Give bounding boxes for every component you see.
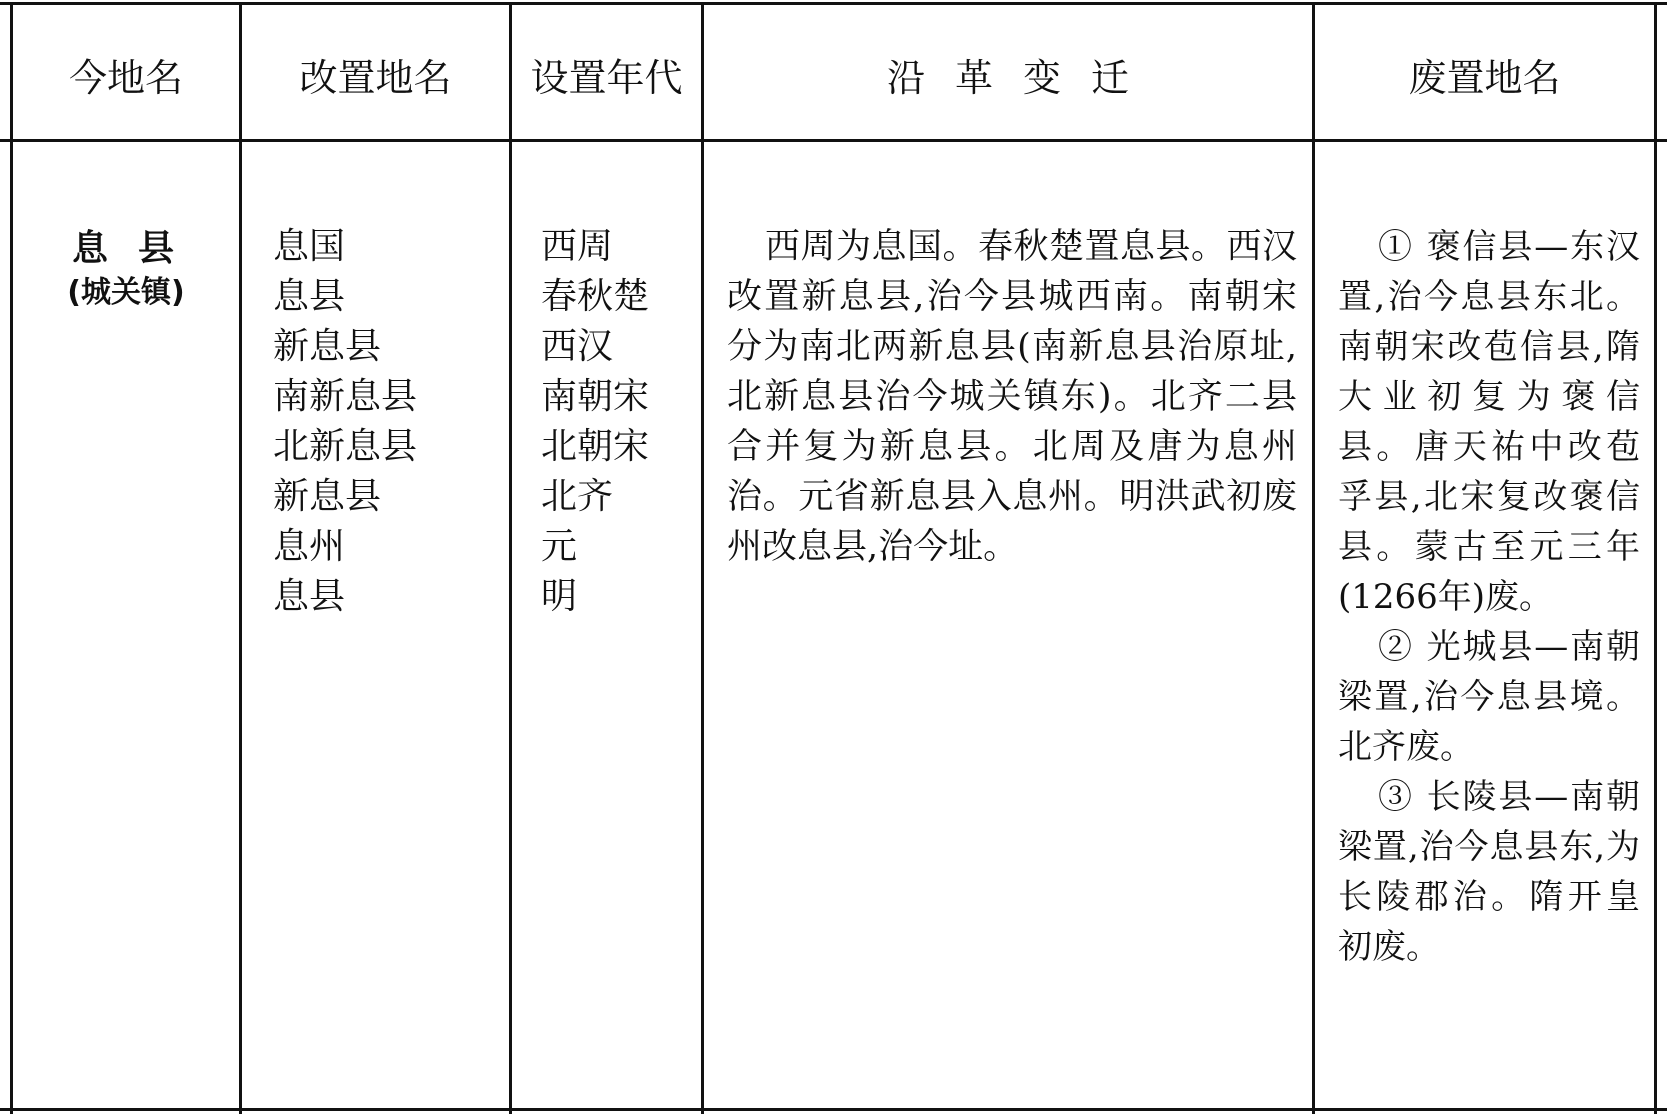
abolished-names-list xyxy=(1338,222,1640,972)
header-era: 设置年代 xyxy=(530,56,683,100)
header-evolution: 沿革变迁 xyxy=(886,56,1159,100)
modern-name-cell xyxy=(13,226,239,314)
era-item: 西周 xyxy=(541,226,614,267)
column-rule-0 xyxy=(10,2,13,1114)
renamed-name-item: 息县 xyxy=(273,576,346,617)
row-bottom-rule xyxy=(0,1108,1667,1111)
modern-name: 息县 xyxy=(71,228,204,269)
table-top-border xyxy=(0,2,1667,5)
renamed-name-item: 息县 xyxy=(273,276,346,317)
abolished-entry: ① 褒信县—东汉置,治今息县东北。南朝宋改苞信县,隋大业初复为褒信县。唐天祐中改苞孚县,北宋复改褒信县。蒙古至元三年(1266年)废。 xyxy=(1338,227,1640,617)
renamed-name-item: 北新息县 xyxy=(273,426,418,467)
era-item: 南朝宋 xyxy=(541,376,650,417)
abolished-entry: ③ 长陵县—南朝梁置,治今息县东,为长陵郡治。隋开皇初废。 xyxy=(1338,777,1640,967)
renamed-name-item: 息州 xyxy=(273,526,346,567)
modern-name-subtitle: (城关镇) xyxy=(67,275,185,310)
header-modern-name: 今地名 xyxy=(68,56,183,100)
era-item: 元 xyxy=(541,526,578,567)
era-item: 明 xyxy=(541,576,578,617)
era-item: 春秋楚 xyxy=(541,276,650,317)
renamed-name-item: 息国 xyxy=(273,226,346,267)
column-rule-1 xyxy=(239,2,242,1114)
renamed-name-item: 新息县 xyxy=(273,476,382,517)
column-rule-2 xyxy=(509,2,512,1114)
column-rule-5 xyxy=(1654,2,1657,1114)
renamed-name-item: 新息县 xyxy=(273,326,382,367)
renamed-names-list xyxy=(273,222,503,622)
era-item: 北朝宋 xyxy=(541,426,650,467)
column-rule-4 xyxy=(1312,2,1315,1114)
eras-list xyxy=(541,222,701,622)
column-rule-3 xyxy=(701,2,704,1114)
era-item: 北齐 xyxy=(541,476,614,517)
era-item: 西汉 xyxy=(541,326,614,367)
header-renamed-name: 改置地名 xyxy=(299,56,452,100)
header-abolished-name: 废置地名 xyxy=(1408,56,1561,100)
abolished-entry: ② 光城县—南朝梁置,治今息县境。北齐废。 xyxy=(1338,627,1640,767)
evolution-text: 西周为息国。春秋楚置息县。西汉改置新息县,治今县城西南。南朝宋分为南北两新息县(南新息县治原址,北新息县治今城关镇东)。北齐二县合并复为新息县。北周及唐为息州治。元省新息县入息州。明洪武初废州改息县,治今址。 xyxy=(727,227,1297,567)
renamed-name-item: 南新息县 xyxy=(273,376,418,417)
header-bottom-rule xyxy=(0,139,1667,142)
